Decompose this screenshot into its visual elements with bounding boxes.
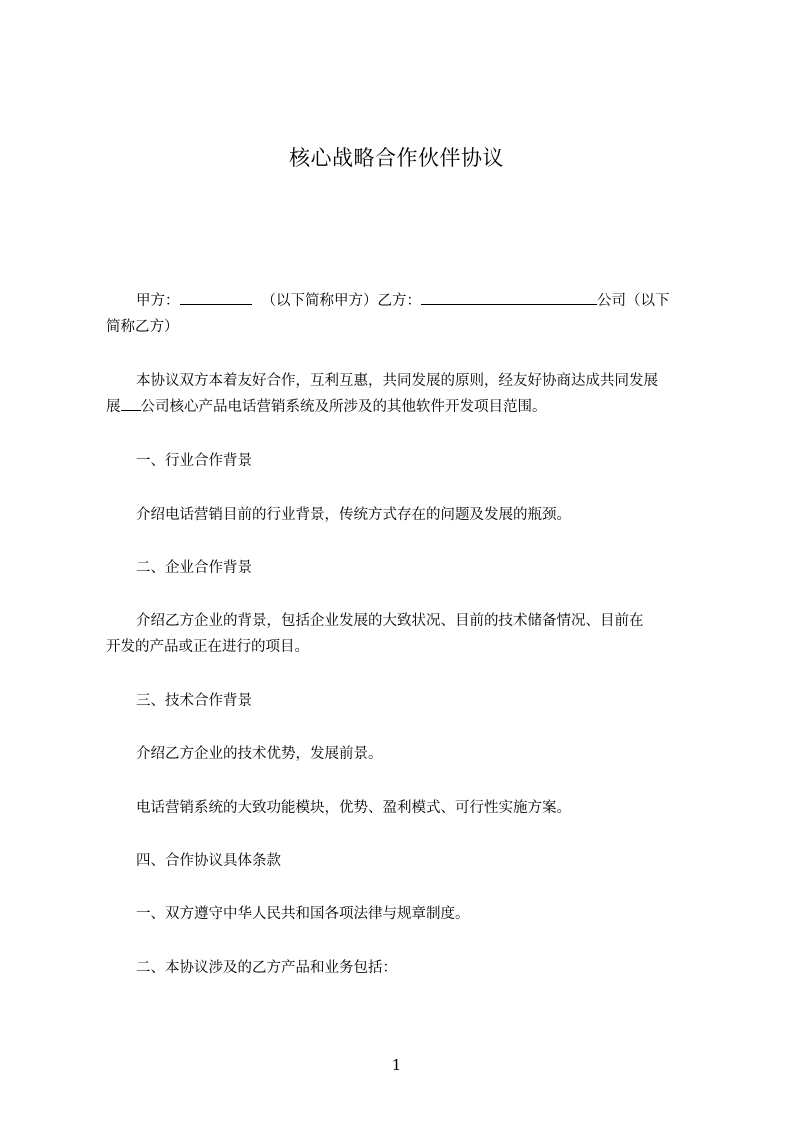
company-blank xyxy=(121,395,141,411)
intro-paragraph xyxy=(106,368,706,420)
party-b-blank xyxy=(421,289,597,305)
section-3-heading: 三、技术合作背景 xyxy=(136,693,252,709)
page-number: 1 xyxy=(391,1056,402,1074)
section-3-text-1: 介绍乙方企业的技术优势，发展前景。 xyxy=(136,746,383,762)
clause-2: 二、本协议涉及的乙方产品和业务包括： xyxy=(136,960,397,976)
section-1-text: 介绍电话营销目前的行业背景，传统方式存在的问题及发展的瓶颈。 xyxy=(136,507,571,523)
party-line xyxy=(106,288,706,314)
section-2-text-line-2: 开发的产品或正在进行的项目。 xyxy=(106,639,309,655)
section-3-text-2: 电话营销系统的大致功能模块，优势、盈利模式、可行性实施方案。 xyxy=(136,800,571,816)
party-a-note: （以下简称甲方）乙方： xyxy=(261,293,421,309)
intro-line-1: 本协议双方本着友好合作，互利互惠，共同发展的原则，经友好协商达成共同发展 xyxy=(136,373,658,389)
document-title: 核心战略合作伙伴协议 xyxy=(289,146,504,170)
party-continuation: 简称乙方） xyxy=(106,319,179,335)
party-a-label: 甲方： xyxy=(136,293,180,309)
section-2-heading: 二、企业合作背景 xyxy=(136,560,252,576)
section-2-text-line-1: 介绍乙方企业的背景，包括企业发展的大致状况、目前的技术储备情况、目前在 xyxy=(136,613,644,629)
intro-line-2-prefix: 展 xyxy=(106,399,121,415)
intro-line-2-suffix: 公司核心产品电话营销系统及所涉及的其他软件开发项目范围。 xyxy=(140,399,547,415)
party-paragraph xyxy=(106,288,706,340)
section-1-heading: 一、行业合作背景 xyxy=(136,453,252,469)
party-a-blank xyxy=(180,289,252,305)
clause-1: 一、双方遵守中华人民共和国各项法律与规章制度。 xyxy=(136,906,470,922)
party-b-suffix: 公司（以下 xyxy=(597,293,670,309)
section-2-paragraph xyxy=(106,608,706,660)
section-4-heading: 四、合作协议具体条款 xyxy=(136,853,281,869)
intro-line-2 xyxy=(106,394,706,420)
